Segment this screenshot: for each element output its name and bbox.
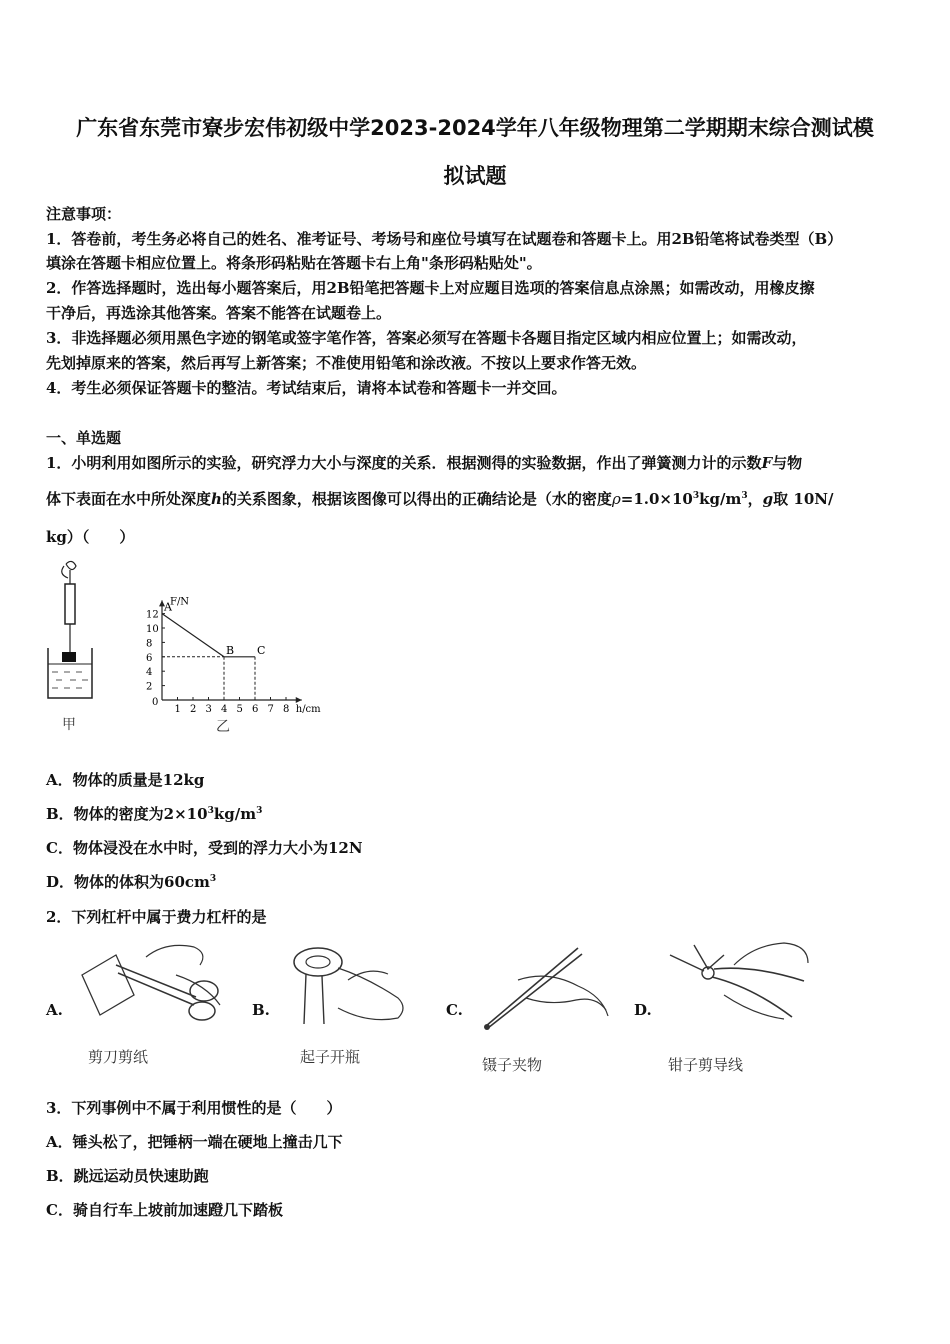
x-tick-label: 6	[252, 704, 259, 715]
point-label-b: B	[226, 643, 235, 657]
y-axis-label: F/N	[170, 596, 190, 608]
spring-scale-figure	[40, 560, 102, 700]
q1-option-c[interactable]: C．物体浸没在水中时，受到的浮力大小为12N	[46, 839, 363, 857]
y-tick-label: 4	[146, 667, 153, 679]
origin-label: 0	[152, 697, 159, 708]
notice-line: 4．考生必须保证答题卡的整洁。考试结束后，请将本试卷和答题卡一并交回。	[46, 379, 567, 397]
q2-option-d-caption: 钳子剪导线	[668, 1056, 744, 1074]
x-tick-label: 7	[267, 704, 274, 715]
notice-heading: 注意事项：	[46, 205, 122, 223]
pliers-cutting-wire-illustration	[664, 935, 814, 1027]
notice-line: 先划掉原来的答案，然后再写上新答案；不准使用铅笔和涂改液。不按以上要求作答无效。	[46, 354, 647, 372]
notice-line: 填涂在答题卡相应位置上。将条形码粘贴在答题卡右上角"条形码粘贴处"。	[46, 254, 542, 272]
q2-option-c-caption: 镊子夹物	[482, 1056, 543, 1074]
y-tick-label: 6	[146, 652, 153, 664]
q1-option-b[interactable]: B．物体的密度为$2\times 10^3kg/m^3$	[46, 805, 263, 823]
point-label-a: A	[164, 600, 172, 614]
q3-option-a[interactable]: A．锤头松了，把锤柄一端在硬地上撞击几下	[46, 1133, 343, 1151]
q1-stem-line3: kg）（ ）	[46, 528, 135, 546]
notice-line: 干净后，再选涂其他答案。答案不能答在试题卷上。	[46, 304, 392, 322]
q1-option-d[interactable]: D．物体的体积为$60cm^3$	[46, 873, 217, 891]
q2-option-b-caption: 起子开瓶	[300, 1048, 361, 1066]
q3-stem: 3．下列事例中不属于利用惯性的是（ ）	[46, 1099, 342, 1117]
y-tick-label: 10	[146, 624, 159, 635]
figure-caption-jia: 甲	[62, 717, 76, 733]
f-h-series-line	[162, 614, 255, 657]
q1-stem-line1: 1．小明利用如图所示的实验，研究浮力大小与深度的关系．根据测得的实验数据，作出了弹簧测力计的示数F与物	[46, 454, 803, 472]
y-tick-label: 8	[146, 638, 153, 650]
x-tick-label: 5	[236, 704, 243, 715]
q1-option-a[interactable]: A．物体的质量是12kg	[46, 771, 205, 789]
q3-option-c[interactable]: C．骑自行车上坡前加速蹬几下踏板	[46, 1201, 283, 1219]
q2-stem: 2．下列杠杆中属于费力杠杆的是	[46, 908, 267, 926]
q2-option-d-letter[interactable]: D.	[634, 1001, 652, 1019]
x-axis-arrow	[296, 697, 302, 703]
y-tick-label: 2	[146, 681, 153, 693]
notice-line: 2．作答选择题时，选出每小题答案后，用2B铅笔把答题卡上对应题目选项的答案信息点涂黑；如需改动，用橡皮擦	[46, 279, 815, 297]
bottle-opener-illustration	[288, 940, 418, 1028]
exam-title-line1: 广东省东莞市寮步宏伟初级中学2023-2024学年八年级物理第二学期期末综合测试模	[76, 116, 874, 140]
q2-option-b-letter[interactable]: B.	[252, 1001, 270, 1019]
x-axis-label: h/cm	[295, 704, 321, 715]
q2-option-c-letter[interactable]: C.	[446, 1001, 463, 1019]
x-tick-label: 8	[283, 704, 290, 715]
q3-option-b[interactable]: B．跳远运动员快速助跑	[46, 1167, 209, 1185]
point-label-c: C	[257, 643, 266, 657]
f-h-chart	[132, 588, 332, 718]
x-tick-label: 1	[174, 704, 181, 715]
q1-stem-line2: 体下表面在水中所处深度h的关系图象，根据该图像可以得出的正确结论是（水的密度$\rho=1.0\times 10^3kg/m^3$，g取 10N/	[46, 490, 834, 508]
section-heading: 一、单选题	[46, 429, 122, 447]
exam-title-line2: 拟试题	[443, 164, 507, 188]
q2-option-a-letter[interactable]: A.	[46, 1001, 63, 1019]
scissors-cutting-paper-illustration	[76, 935, 226, 1027]
figure-caption-yi: 乙	[216, 719, 230, 735]
x-tick-label: 2	[190, 704, 197, 715]
x-tick-label: 4	[221, 704, 228, 715]
x-tick-label: 3	[205, 704, 212, 715]
q2-option-a-caption: 剪刀剪纸	[88, 1048, 149, 1066]
tweezers-illustration	[478, 940, 610, 1032]
notice-line: 1．答卷前，考生务必将自己的姓名、准考证号、考场号和座位号填写在试题卷和答题卡上。用2B铅笔将试卷类型（B）	[46, 230, 843, 248]
y-tick-label: 12	[146, 609, 159, 621]
notice-line: 3．非选择题必须用黑色字迹的钢笔或签字笔作答，答案必须写在答题卡各题目指定区域内相应位置上；如需改动，	[46, 329, 807, 347]
